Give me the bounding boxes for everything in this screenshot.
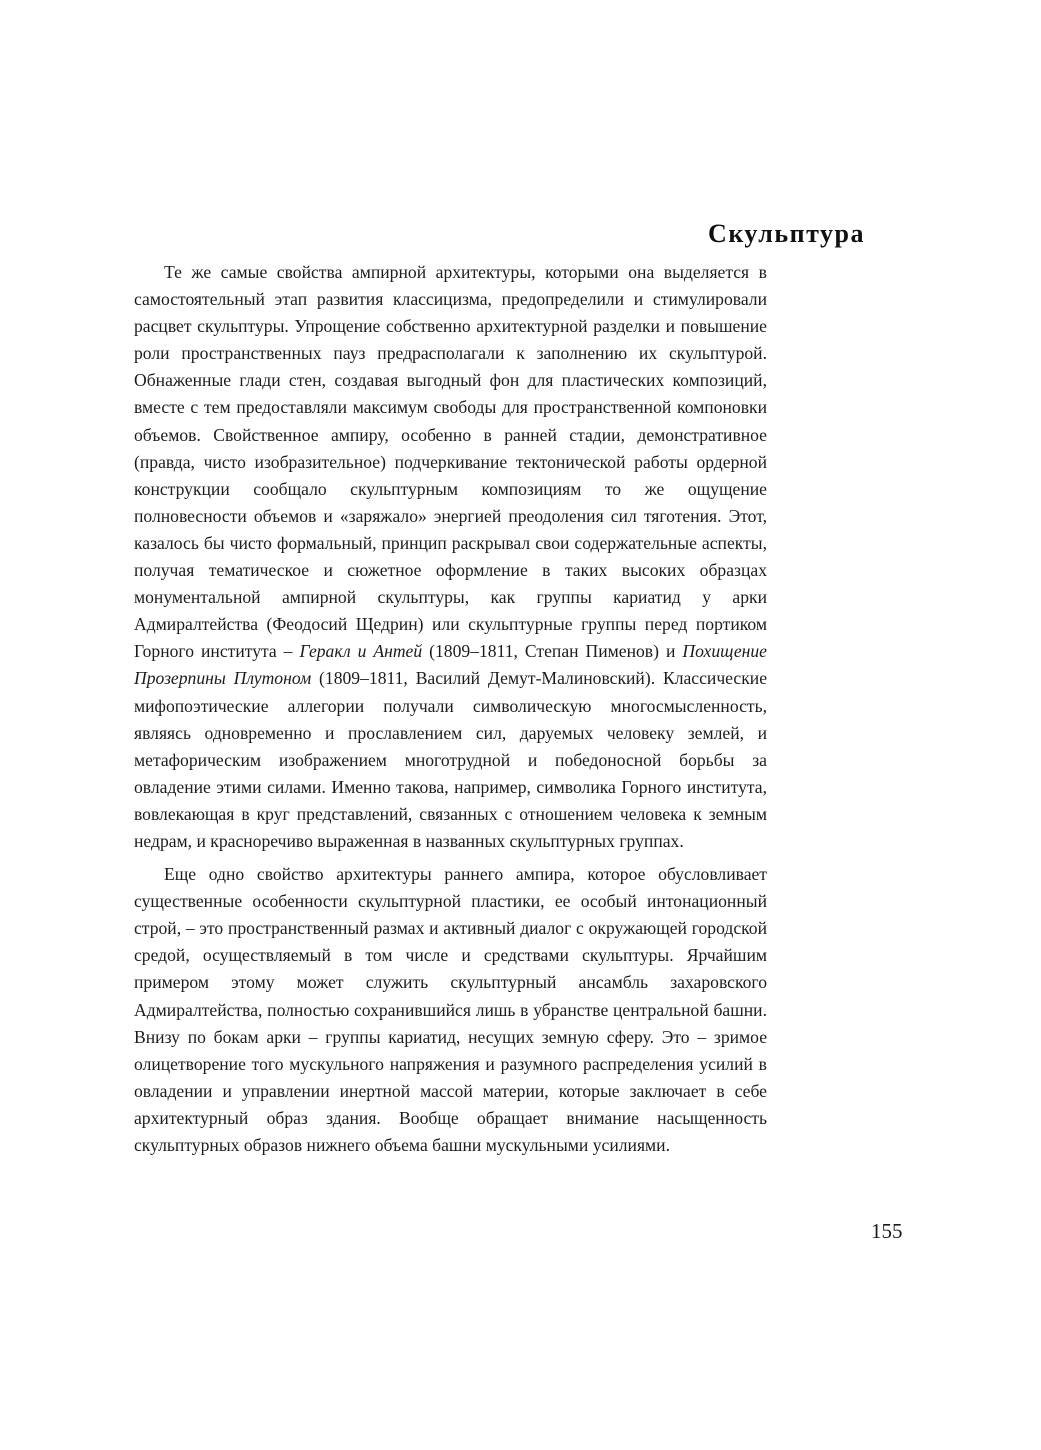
artwork-title-gerakl-i-antei: Геракл и Антей: [299, 641, 423, 662]
paragraph-1: [134, 259, 767, 855]
paragraph-1-text-b: (1809–1811, Степан Пименов) и: [422, 641, 683, 662]
paragraph-1-text-c: (1809–1811, Василий Демут-Малиновский). Классические мифопоэтические аллегории получали символическую многосмысленность, являясь одновременно и прославлением сил, даруемых человеку землей, и метафорическим изображением многотрудной и победоносной борьбы за овладение этими силами. Именно такова, например, символика Горного института, вовлекающая в круг представлений, связанных с отношением человека к земным недрам, и красноречиво выраженная в названных скульптурных группах.: [134, 668, 767, 851]
artwork-title-pokhishchenie-prozerpiny: Похищение Прозерпины Плутоном: [134, 641, 767, 689]
paragraph-2: Еще одно свойство архитектуры раннего ампира, которое обусловливает существенные особенности скульптурной пластики, ее особый интонационный строй, – это пространственный размах и активный диалог с окружающей городской средой, осуществляемый в том числе и средствами скульптуры. Ярчайшим примером этому может служить скульптурный ансамбль захаровского Адмиралтейства, полностью сохранившийся лишь в убранстве центральной башни. Внизу по бокам арки – группы кариатид, несущих земную сферу. Это – зримое олицетворение того мускульного напряжения и разумного распределения усилий в овладении и управлении инертной массой материи, которые заключает в себе архитектурный образ здания. Вообще обращает внимание насыщенность скульптурных образов нижнего объема башни мускульными усилиями.: [134, 864, 767, 1155]
body-text: [134, 259, 767, 1159]
paragraph-1-text-a: Те же самые свойства ампирной архитектуры, которыми она выделяется в самостоятельный этап развития классицизма, предопределили и стимулировали расцвет скульптуры. Упрощение собственно архитектурной разделки и повышение роли пространственных пауз предрасполагали к заполнению их скульптурой. Обнаженные глади стен, создавая выгодный фон для пластических композиций, вместе с тем предоставляли максимум свободы для пространственной компоновки объемов. Свойственное ампиру, особенно в ранней стадии, демонстративное (правда, чисто изобразительное) подчеркивание тектонической работы ордерной конструкции сообщало скульптурным композициям то же ощущение полновесности объемов и «заряжало» энергией преодоления сил тяготения. Этот, казалось бы чисто формальный, принцип раскрывал свои содержательные аспекты, получая тематическое и сюжетное оформление в таких высоких образцах монументальной ампирной скульптуры, как группы кариатид у арки Адмиралтейства (Феодосий Щедрин) или скульптурные группы перед портиком Горного института –: [134, 262, 767, 662]
page-number: 155: [871, 1219, 903, 1243]
section-title: Скульптура: [708, 219, 865, 248]
